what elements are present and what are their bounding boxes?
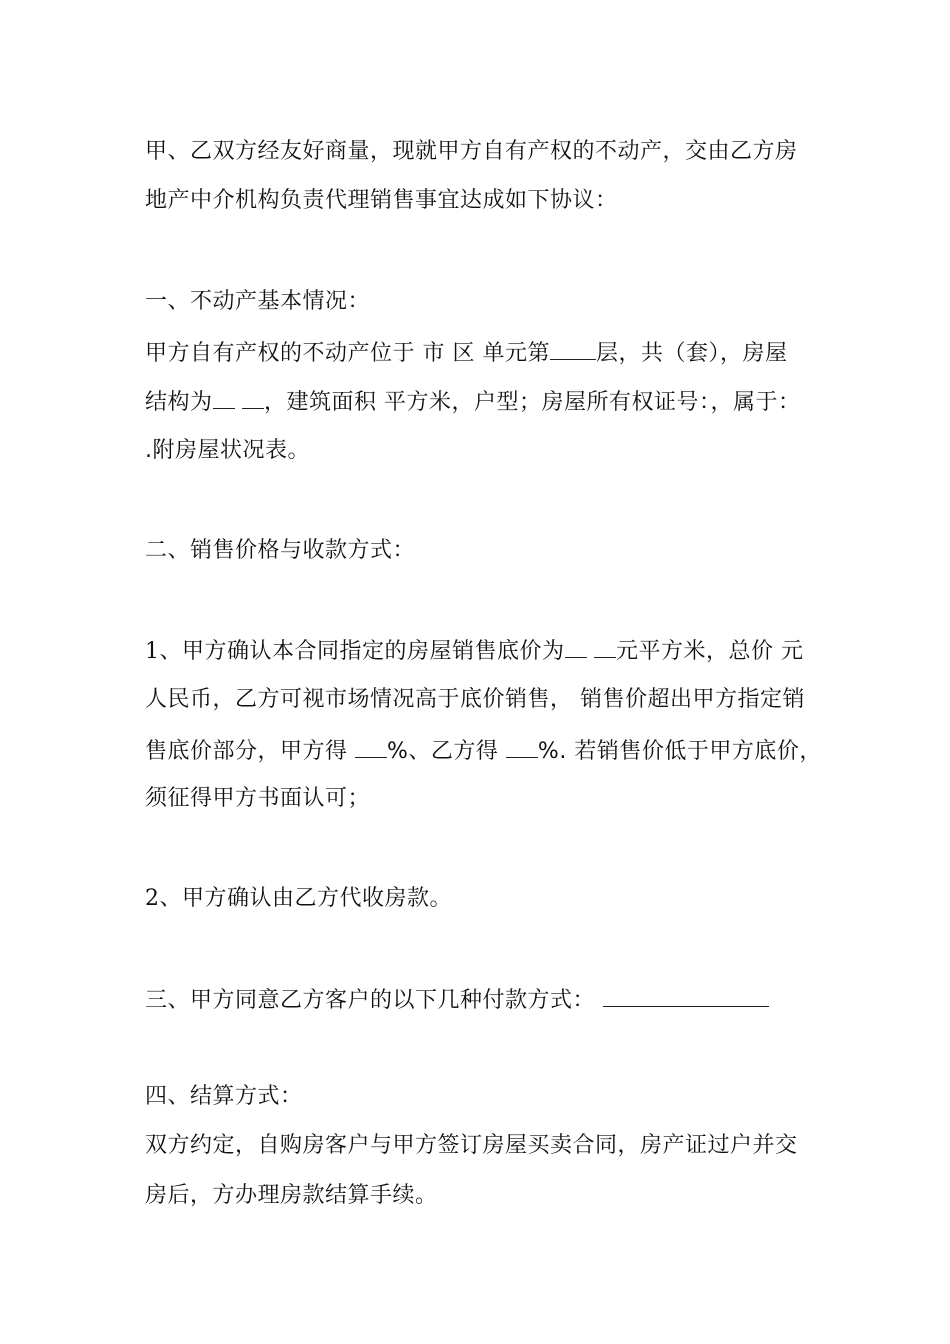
collection-item-line (145, 884, 452, 914)
structure-label: 结构为 (145, 390, 213, 415)
property-location-text: 甲方自有产权的不动产位于 市 区 单元第 (145, 341, 550, 366)
section-heading-payment (145, 984, 769, 1016)
structure-blank-a (213, 386, 235, 409)
settlement-line: 房后，方办理房款结算手续。 (145, 1183, 438, 1208)
property-location-line (145, 337, 788, 369)
property-structure-line (145, 386, 801, 418)
property-unit-text: 层，共（套），房屋 (595, 341, 788, 366)
price-item-line: 须征得甲方书面认可； (145, 786, 371, 811)
floor-blank (550, 337, 596, 360)
price-share-line (145, 735, 822, 767)
property-attachment-line: .附房屋状况表。 (145, 438, 310, 463)
unit-price-blank-a (565, 635, 587, 658)
share-text-c: %. 若销售价低于甲方底价， (537, 739, 822, 764)
structure-blank-b (242, 386, 264, 409)
unit-price-blank-b (594, 635, 616, 658)
section-heading-price: 二、销售价格与收款方式： (145, 538, 416, 563)
party-a-share-blank (355, 735, 387, 758)
collection-text: 、甲方确认由乙方代收房款。 (159, 886, 453, 911)
intro-paragraph-line: 地产中介机构负责代理销售事宜达成如下协议： (145, 188, 618, 213)
settlement-line: 双方约定，自购房客户与甲方签订房屋买卖合同，房产证过户并交 (145, 1133, 798, 1158)
share-text-a: 售底价部分，甲方得 (145, 739, 348, 764)
section-heading-settlement: 四、结算方式： (145, 1084, 303, 1109)
party-b-share-blank (506, 735, 538, 758)
price-item-line: 人民币，乙方可视市场情况高于底价销售， 销售价超出甲方指定销 (145, 687, 805, 712)
share-text-b: %、乙方得 (387, 739, 499, 764)
section-heading-property: 一、不动产基本情况： (145, 289, 371, 314)
total-price-text: 元平方米，总价 元 (616, 639, 804, 664)
payment-heading-text: 三、甲方同意乙方客户的以下几种付款方式： (145, 988, 596, 1013)
property-area-text: ，建筑面积 平方米，户型；房屋所有权证号：，属于： (264, 390, 801, 415)
item-number: 1 (145, 639, 160, 664)
payment-methods-blank (603, 984, 769, 1007)
intro-paragraph-line: 甲、乙双方经友好商量，现就甲方自有产权的不动产，交由乙方房 (145, 139, 798, 164)
price-item-line (145, 635, 804, 667)
price-text: 、甲方确认本合同指定的房屋销售底价为 (159, 639, 565, 664)
item-number: 2 (145, 886, 160, 911)
